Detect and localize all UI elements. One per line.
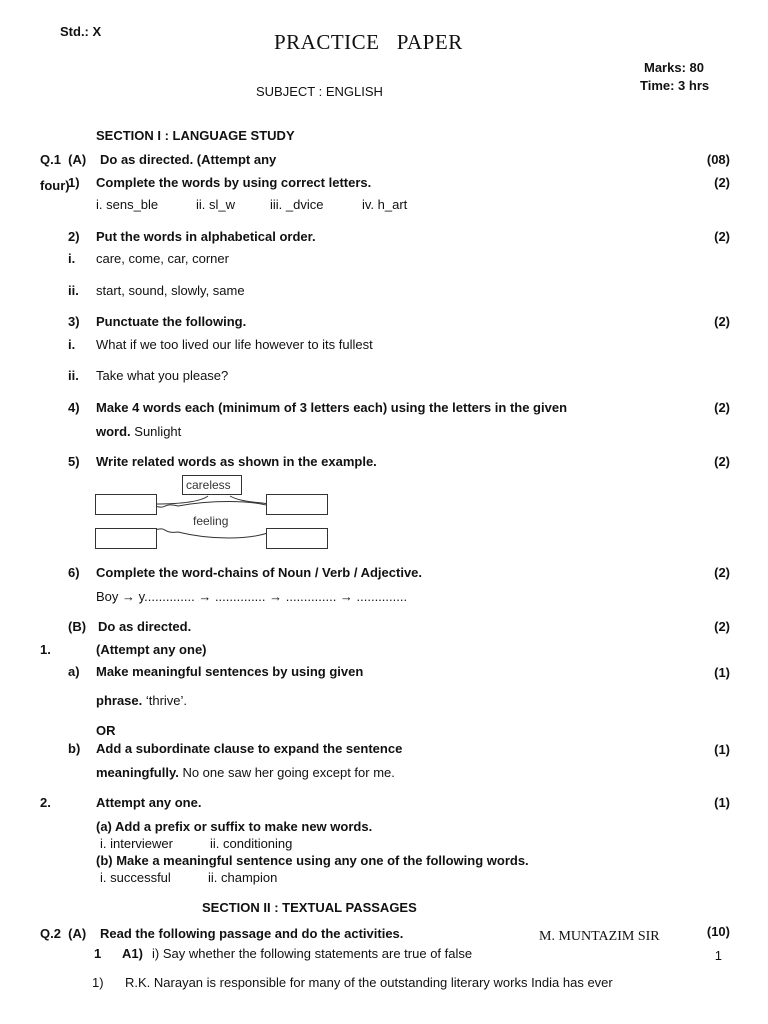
b1a-text-continued xyxy=(96,693,187,709)
statement-1-number: 1) xyxy=(92,975,104,990)
item-2-text: Put the words in alphabetical order. xyxy=(96,229,316,244)
item-2-number: 2) xyxy=(68,229,80,244)
b1b-sentence: No one saw her going except for me. xyxy=(178,765,395,780)
item-4-text: Make 4 words each (minimum of 3 letters each) using the letters in the given xyxy=(96,400,568,415)
item-1-option: ii. sl_w xyxy=(196,197,236,212)
item-4-number: 4) xyxy=(68,400,80,415)
part-b-text: Do as directed. xyxy=(98,619,192,634)
diagram-top-word: careless xyxy=(186,478,231,492)
section-2-heading: SECTION II : TEXTUAL PASSAGES xyxy=(202,900,417,915)
item-6-marks: (2) xyxy=(714,565,730,580)
a1-text: i) Say whether the following statements are true of false xyxy=(152,946,473,961)
b2a-option: ii. conditioning xyxy=(210,836,293,851)
q2a-marks: (10) xyxy=(706,924,730,939)
b1-text: (Attempt any one) xyxy=(96,642,207,657)
a1-marks: 1 xyxy=(714,948,722,963)
item-3-number: 3) xyxy=(68,314,80,329)
q1a-marks: (08) xyxy=(706,152,730,167)
item-1-marks: (2) xyxy=(714,175,730,190)
item-3-sub-text: What if we too lived our life however to its fullest xyxy=(96,337,373,352)
item-1-number: 1) xyxy=(68,175,80,190)
b1b-number: b) xyxy=(68,741,81,756)
diagram-center-word: feeling xyxy=(193,514,229,528)
author-credit: M. MUNTAZIM SIR xyxy=(539,929,660,944)
item-1-option: iii. _dvice xyxy=(270,197,324,212)
b1a-phrase-label: phrase. xyxy=(96,693,143,708)
section-1-heading: SECTION I : LANGUAGE STUDY xyxy=(96,128,295,143)
b2b-text: (b) Make a meaningful sentence using any one of the following words. xyxy=(96,853,529,868)
item-3-sub-number: ii. xyxy=(68,368,79,383)
b1a-phrase: ‘thrive’. xyxy=(142,693,188,708)
part-b-number: (B) xyxy=(68,619,87,634)
item-4-given-word: Sunlight xyxy=(130,424,182,439)
b2-marks: (1) xyxy=(714,795,730,810)
b2b-option: i. successful xyxy=(100,870,171,885)
diagram-blank-box xyxy=(95,494,157,515)
item-1-option: i. sens_ble xyxy=(96,197,159,212)
time-label: Time: 3 hrs xyxy=(640,78,710,93)
b1a-marks: (1) xyxy=(714,665,730,680)
diagram-blank-box xyxy=(95,528,157,549)
item-5-marks: (2) xyxy=(714,454,730,469)
item-3-marks: (2) xyxy=(714,314,730,329)
item-6-number: 6) xyxy=(68,565,80,580)
item-2-marks: (2) xyxy=(714,229,730,244)
b1b-text: Add a subordinate clause to expand the sentence xyxy=(96,741,403,756)
b1a-text: Make meaningful sentences by using given xyxy=(96,664,364,679)
q2a-number: Q.2 (A) xyxy=(40,926,87,941)
item-5-number: 5) xyxy=(68,454,80,469)
a1-label: A1) xyxy=(122,946,143,961)
q2a-text: Read the following passage and do the activities. xyxy=(100,926,404,941)
q1a-continuation: four) xyxy=(40,178,70,193)
item-1-option: iv. h_art xyxy=(362,197,408,212)
b2a-text: (a) Add a prefix or suffix to make new words. xyxy=(96,819,373,834)
item-2-sub-number: ii. xyxy=(68,283,79,298)
item-5-text: Write related words as shown in the example. xyxy=(96,454,377,469)
part-b-marks: (2) xyxy=(714,619,730,634)
statement-1-text: R.K. Narayan is responsible for many of the outstanding literary works India has ever xyxy=(125,975,613,990)
page-title: PRACTICE PAPER xyxy=(274,30,463,54)
std-label: Std.: X xyxy=(60,24,102,39)
b2-number: 2. xyxy=(40,795,51,810)
q1a-number: Q.1 (A) xyxy=(40,152,87,167)
item-2-sub-number: i. xyxy=(68,251,76,266)
subject-label: SUBJECT : ENGLISH xyxy=(256,84,383,99)
b1b-marks: (1) xyxy=(714,742,730,757)
marks-label: Marks: 80 xyxy=(644,60,704,75)
item-4-word-label: word. xyxy=(96,424,131,439)
b2a-option: i. interviewer xyxy=(100,836,173,851)
or-label: OR xyxy=(96,723,116,738)
item-6-word-chain: Boy → y.............. → .............. → .............. → .............. xyxy=(96,589,408,604)
item-3-text: Punctuate the following. xyxy=(96,314,247,329)
item-2-sub-text: care, come, car, corner xyxy=(96,251,229,266)
a1-number: 1 xyxy=(94,946,102,961)
b1a-number: a) xyxy=(68,664,80,679)
item-2-sub-text: start, sound, slowly, same xyxy=(96,283,245,298)
b2b-option: ii. champion xyxy=(208,870,278,885)
item-6-text: Complete the word-chains of Noun / Verb / Adjective. xyxy=(96,565,423,580)
b1-number: 1. xyxy=(40,642,51,657)
diagram-blank-box xyxy=(266,494,328,515)
item-3-sub-text: Take what you please? xyxy=(96,368,229,383)
item-4-marks: (2) xyxy=(714,400,730,415)
diagram-blank-box xyxy=(266,528,328,549)
b2-text: Attempt any one. xyxy=(96,795,202,810)
item-3-sub-number: i. xyxy=(68,337,76,352)
q1a-text: Do as directed. (Attempt any xyxy=(100,152,277,167)
b1b-meaningfully-label: meaningfully. xyxy=(96,765,179,780)
item-1-text: Complete the words by using correct letters. xyxy=(96,175,372,190)
b1b-text-continued xyxy=(96,765,395,781)
